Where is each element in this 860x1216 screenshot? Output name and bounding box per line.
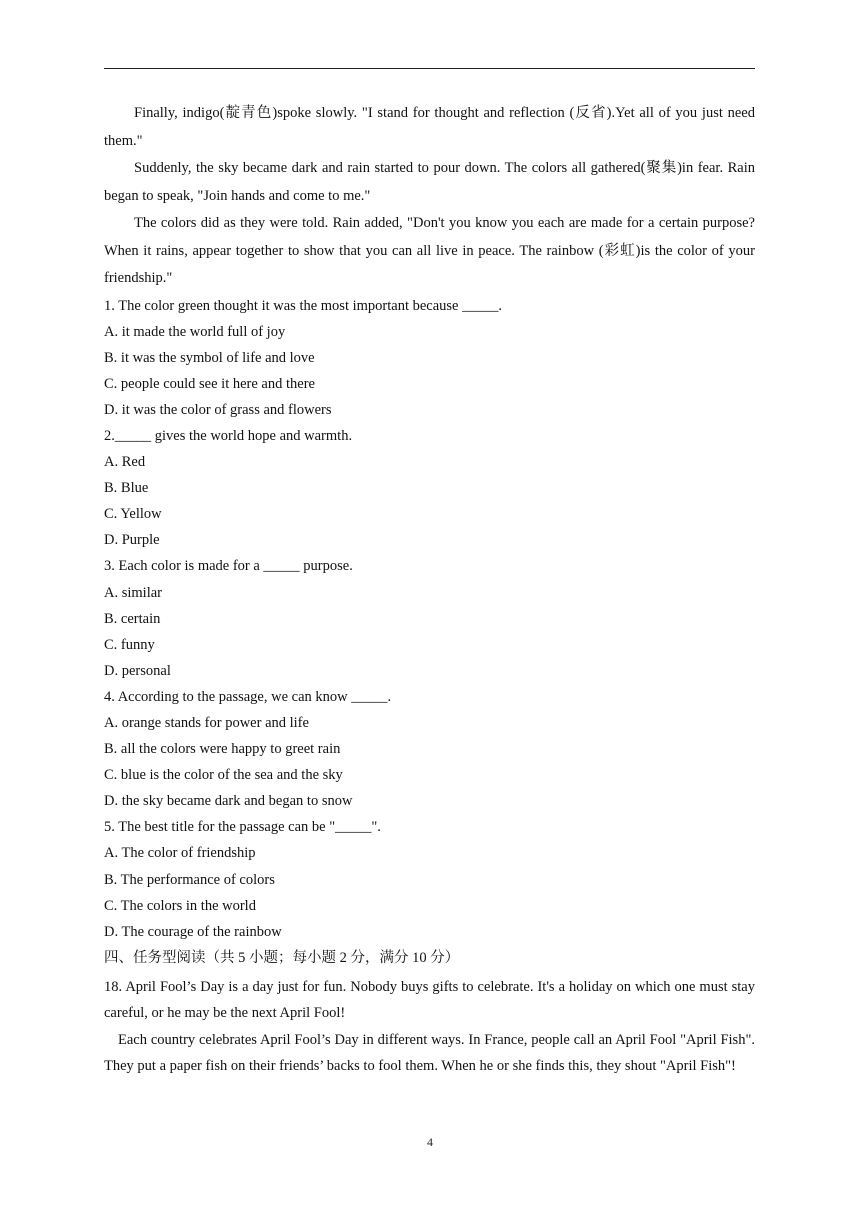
passage-paragraph: The colors did as they were told. Rain added, "Don't you know you each are made for a certain purpose? When it rains, appear together to show that you can all live in peace. The rainbow (彩虹)is the color of your friendship." — [104, 215, 755, 286]
question-1 — [104, 293, 755, 423]
question-stem: 4. According to the passage, we can know _____. — [104, 688, 392, 705]
passage-2 — [104, 974, 755, 1080]
question-list — [104, 293, 755, 945]
question-option: C. The colors in the world — [104, 897, 256, 914]
question-option: D. Purple — [104, 532, 160, 549]
question-stem: 3. Each color is made for a _____ purpose. — [104, 558, 353, 575]
passage-2-paragraph: 18. April Fool’s Day is a day just for fun. Nobody buys gifts to celebrate. It's a holiday on which one must stay careful, or he may be the next April Fool! — [104, 978, 755, 1022]
question-option: A. The color of friendship — [104, 845, 256, 862]
question-4 — [104, 684, 755, 814]
question-option: D. it was the color of grass and flowers — [104, 401, 332, 418]
passage — [104, 100, 755, 293]
question-option: B. certain — [104, 610, 161, 627]
question-option: A. it made the world full of joy — [104, 323, 286, 340]
question-option: A. similar — [104, 584, 162, 601]
question-option: B. Blue — [104, 480, 149, 497]
question-option: A. orange stands for power and life — [104, 715, 309, 731]
question-5 — [104, 814, 755, 944]
passage-2-paragraph: Each country celebrates April Fool’s Day in different ways. In France, people call an April Fool "April Fish". They put a paper fish on their friends’ backs to fool them. When he or she finds this, they shout "April Fish"! — [104, 1031, 755, 1075]
section-heading: 四、任务型阅读（共 5 小题；每小题 2 分，满分 10 分） — [104, 949, 460, 966]
question-option: A. Red — [104, 454, 146, 471]
question-option: B. it was the symbol of life and love — [104, 349, 315, 366]
question-option: B. all the colors were happy to greet rain — [104, 741, 341, 758]
question-2 — [104, 423, 755, 553]
question-option: D. the sky became dark and began to snow — [104, 793, 353, 810]
question-option: C. funny — [104, 636, 155, 653]
question-option: D. personal — [104, 662, 171, 679]
question-option: D. The courage of the rainbow — [104, 923, 282, 940]
page-number: 4 — [427, 1135, 433, 1149]
question-stem: 5. The best title for the passage can be "_____". — [104, 819, 381, 836]
question-option: C. blue is the color of the sea and the sky — [104, 767, 343, 784]
question-option: B. The performance of colors — [104, 871, 275, 888]
passage-paragraph: Finally, indigo(靛青色)spoke slowly. "I stand for thought and reflection (反省).Yet all of you just need them." — [104, 105, 755, 149]
question-stem: 2._____ gives the world hope and warmth. — [104, 427, 353, 444]
question-option: C. people could see it here and there — [104, 375, 315, 392]
question-stem: 1. The color green thought it was the most important because _____. — [104, 297, 502, 314]
question-3 — [104, 553, 755, 683]
page-content — [104, 100, 755, 1080]
header-rule — [104, 68, 755, 69]
passage-paragraph: Suddenly, the sky became dark and rain started to pour down. The colors all gathered(聚集)in fear. Rain began to speak, "Join hands and come to me." — [104, 160, 755, 204]
question-option: C. Yellow — [104, 506, 162, 523]
